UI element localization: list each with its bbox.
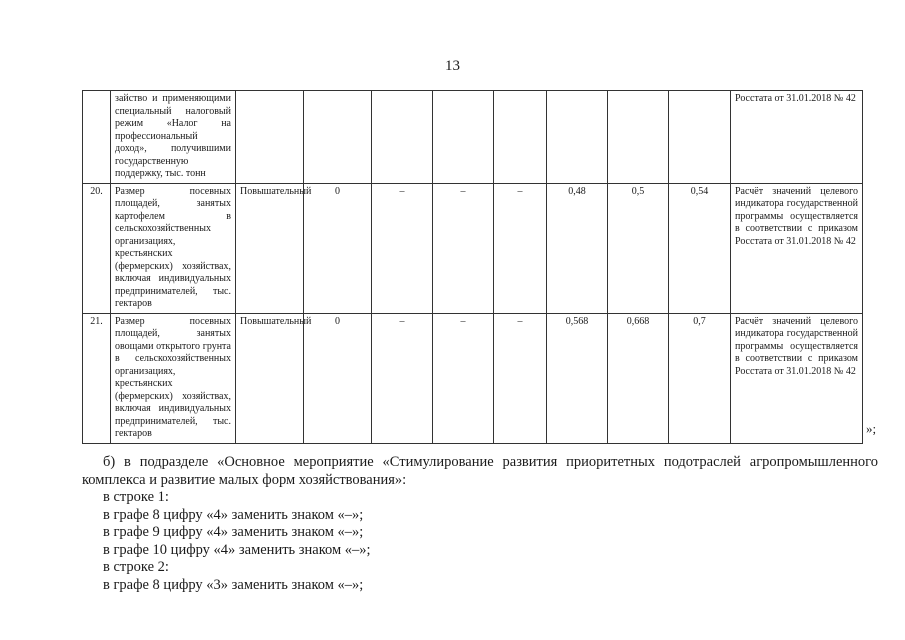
row-number: [83, 91, 111, 184]
row-number: 20.: [83, 183, 111, 313]
value-cell: [547, 91, 608, 184]
indicator-table: [82, 90, 863, 444]
value-cell: [608, 91, 669, 184]
value-cell: 0,48: [547, 183, 608, 313]
value-cell: 0,5: [608, 183, 669, 313]
value-cell: 0: [304, 313, 372, 443]
indicator-name: Размер посевных площадей, занятых картофелем в сельскохозяйственных организациях, крестьянских (фермерских) хозяйствах, включая индивидуальных предпринимателей, тыс. гектаров: [111, 183, 236, 313]
table-row: [83, 91, 863, 184]
instruction-line: в графе 8 цифру «4» заменить знаком «–»;: [103, 506, 364, 523]
calculation-note: Расчёт значений целевого индикатора государственной программы осуществляется в соответствии с приказом Росстата от 31.01.2018 № 42: [731, 313, 863, 443]
instruction-line: в графе 8 цифру «3» заменить знаком «–»;: [103, 576, 364, 593]
value-cell: 0,54: [669, 183, 731, 313]
indicator-name: Размер посевных площадей, занятых овощами открытого грунта в сельскохозяйственных организациях, крестьянских (фермерских) хозяйствах, включая индивидуальных предпринимателей, тыс. гектаров: [111, 313, 236, 443]
instruction-line: в графе 9 цифру «4» заменить знаком «–»;: [103, 524, 364, 540]
value-cell: [304, 91, 372, 184]
value-cell: 0,668: [608, 313, 669, 443]
instruction-line: в строке 1:: [103, 489, 169, 505]
value-cell: 0,568: [547, 313, 608, 443]
value-cell: –: [433, 183, 494, 313]
indicator-name: зайство и применяющими специальный налоговый режим «Налог на профессиональный доход», получившими государственную поддержку, тыс. тонн: [111, 91, 236, 184]
value-cell: –: [372, 183, 433, 313]
value-cell: [494, 91, 547, 184]
table-row: [83, 313, 863, 443]
instruction-line: в графе 10 цифру «4» заменить знаком «–»;: [103, 541, 371, 558]
value-cell: 0: [304, 183, 372, 313]
value-cell: –: [372, 313, 433, 443]
value-cell: –: [433, 313, 494, 443]
value-cell: [433, 91, 494, 184]
amendment-paragraph: б) в подразделе «Основное мероприятие «Стимулирование развития приоритетных подотраслей агропромышленного комплекса и развитие малых форм хозяйствования»:: [82, 454, 878, 488]
row-number: 21.: [83, 313, 111, 443]
instruction-line: в строке 2:: [103, 559, 169, 575]
calculation-note: Расчёт значений целевого индикатора государственной программы осуществляется в соответствии с приказом Росстата от 31.01.2018 № 42: [731, 183, 863, 313]
table-row: [83, 183, 863, 313]
page-number: 13: [445, 58, 460, 74]
value-cell: [372, 91, 433, 184]
closing-quote: »;: [866, 421, 877, 436]
value-cell: 0,7: [669, 313, 731, 443]
indicator-type: Повышательный: [236, 183, 304, 313]
calculation-note: Росстата от 31.01.2018 № 42: [731, 91, 863, 184]
value-cell: –: [494, 183, 547, 313]
amendment-text: [82, 454, 878, 594]
indicator-type: Повышательный: [236, 313, 304, 443]
indicator-type: [236, 91, 304, 184]
value-cell: –: [494, 313, 547, 443]
value-cell: [669, 91, 731, 184]
